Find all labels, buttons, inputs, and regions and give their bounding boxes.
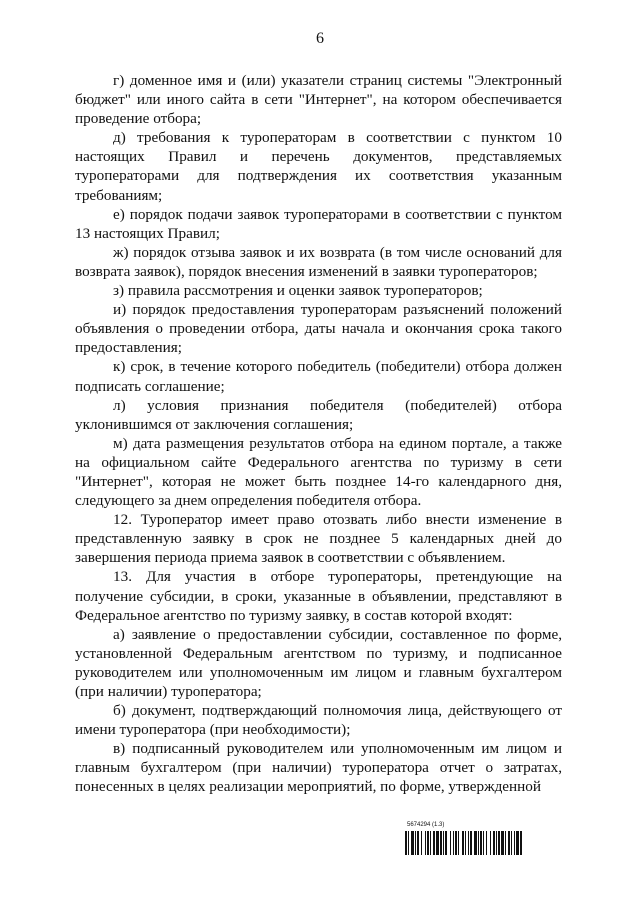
paragraph-zh: ж) порядок отзыва заявок и их возврата (в том числе оснований для возврата заявок), порядок внесения изменений в заявки туроператоров; [75,243,562,280]
paragraph-i: и) порядок предоставления туроператорам разъяснений положений объявления о проведении отбора, даты начала и окончания срока такого предоставления; [75,301,562,357]
paragraph-e: е) порядок подачи заявок туроператорами в соответствии с пунктом 13 настоящих Правил; [75,205,562,242]
page-number: 6 [316,30,324,47]
paragraph-12: 12. Туроператор имеет право отозвать либо внести изменение в представленную заявку в срок не позднее 5 календарных дней до завершения периода приема заявок в соответствии с объявлением. [75,511,562,567]
paragraph-13: 13. Для участия в отборе туроператоры, претендующие на получение субсидии, в сроки, указанные в объявлении, представляют в Федеральное агентство по туризму заявку, в состав которой входят: [75,568,562,624]
document-body [75,71,562,797]
paragraph-b: б) документ, подтверждающий полномочия лица, действующего от имени туроператора (при необходимости); [75,702,562,739]
paragraph-d: д) требования к туроператорам в соответствии с пунктом 10 настоящих Правил и перечень документов, представляемых туроператорами для подтверждения их соответствия указанным требованиям; [75,129,562,204]
paragraph-k: к) срок, в течение которого победитель (победители) отбора должен подписать соглашение; [75,358,562,395]
paragraph-l: л) условия признания победителя (победителей) отбора уклонившимся от заключения соглашения; [75,396,562,433]
paragraph-v: в) подписанный руководителем или уполномоченным им лицом и главным бухгалтером (при наличии) туроператора отчет о затратах, понесенных в целях реализации мероприятий, по форме, утвержденной [75,740,562,796]
barcode-label: 5674294 (1.3) [407,822,445,828]
paragraph-g: г) доменное имя и (или) указатели страниц системы "Электронный бюджет" или иного сайта в сети "Интернет", на котором обеспечивается проведение отбора; [75,72,562,128]
paragraph-a: а) заявление о предоставлении субсидии, составленное по форме, установленной Федеральным агентством по туризму, и подписанное руководителем или уполномоченным им лицом и главным бухгалтером (при наличии) туроператора; [75,625,562,700]
document-barcode [405,822,565,855]
paragraph-z: з) правила рассмотрения и оценки заявок туроператоров; [113,282,483,300]
barcode-icon [405,831,563,855]
paragraph-m: м) дата размещения результатов отбора на едином портале, а также на официальном сайте Федерального агентства по туризму в сети "Интернет", которая не может быть позднее 14-го календарного дня, следующего за днем определения победителя отбора. [75,434,562,510]
